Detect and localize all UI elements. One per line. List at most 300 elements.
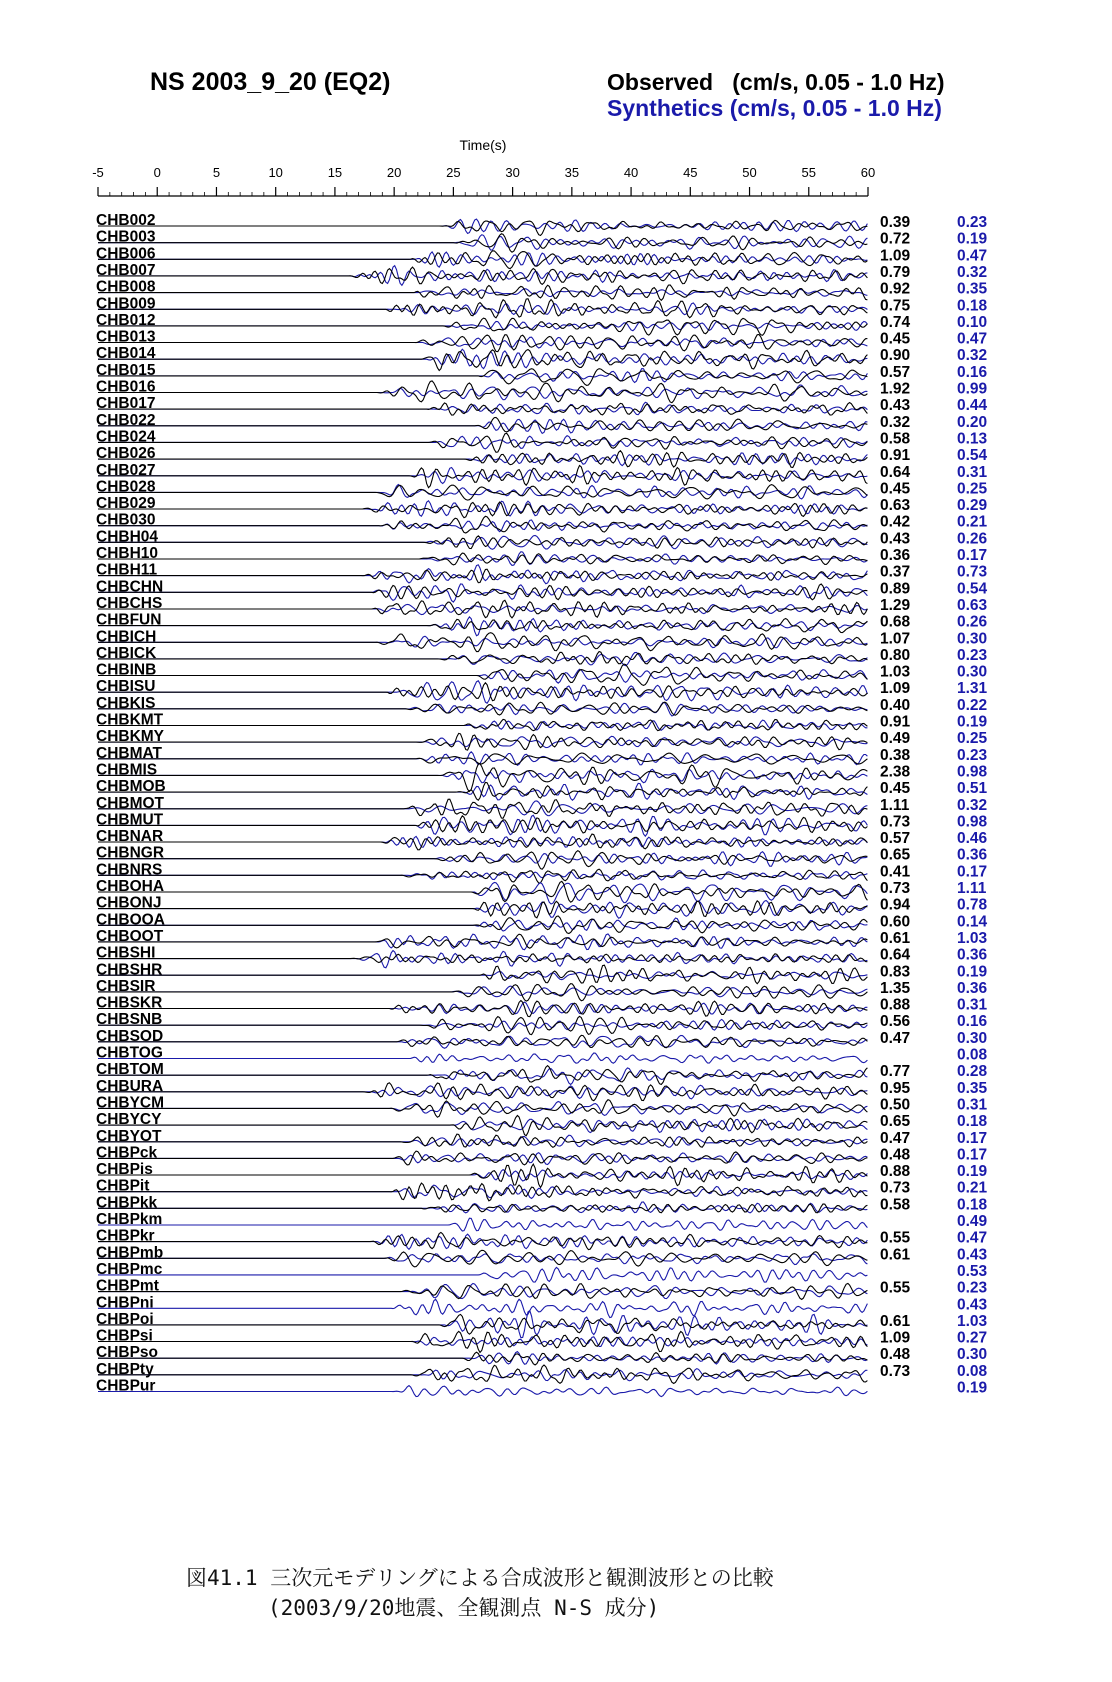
synthetic-max-value: 0.30 xyxy=(957,1029,988,1047)
station-name: CHBSHI xyxy=(96,944,156,962)
observed-trace xyxy=(98,1016,867,1034)
station-row xyxy=(96,245,987,268)
station-name: CHBOOT xyxy=(96,927,164,945)
observed-max-value: 0.48 xyxy=(880,1146,911,1164)
observed-trace xyxy=(98,901,867,918)
station-name: CHBURA xyxy=(96,1077,164,1095)
station-name: CHB022 xyxy=(96,411,156,429)
observed-max-value: 0.64 xyxy=(880,946,911,964)
observed-max-value: 0.83 xyxy=(880,963,911,981)
station-row xyxy=(96,945,988,968)
observed-trace xyxy=(98,652,867,665)
station-name: CHBTOG xyxy=(96,1044,163,1062)
synthetic-max-value: 0.23 xyxy=(957,646,988,664)
synthetic-trace xyxy=(98,617,867,636)
observed-max-value: 0.40 xyxy=(880,696,911,714)
station-row xyxy=(96,1328,987,1353)
synthetic-trace xyxy=(98,1218,867,1231)
observed-max-value: 0.94 xyxy=(880,896,911,914)
synthetic-max-value: 0.47 xyxy=(957,247,988,265)
synthetic-max-value: 0.31 xyxy=(957,996,988,1014)
station-name: CHBSOD xyxy=(96,1027,164,1045)
station-name: CHB015 xyxy=(96,361,156,379)
station-row xyxy=(96,379,988,403)
synthetic-max-value: 0.17 xyxy=(957,1146,988,1164)
synthetic-max-value: 0.10 xyxy=(957,313,988,331)
station-name: CHBSNB xyxy=(96,1011,163,1029)
synthetic-max-value: 0.19 xyxy=(957,230,988,248)
station-row xyxy=(96,678,988,703)
tick-label: 15 xyxy=(327,165,343,180)
observed-trace xyxy=(98,799,867,818)
synthetic-max-value: 0.28 xyxy=(957,1063,988,1081)
observed-trace xyxy=(98,619,867,633)
station-row xyxy=(96,1094,988,1117)
observed-trace xyxy=(98,267,867,284)
observed-max-value: 0.58 xyxy=(880,1196,911,1214)
synthetic-max-value: 0.63 xyxy=(957,596,988,614)
station-row xyxy=(96,1061,988,1084)
observed-trace xyxy=(98,600,867,618)
station-row xyxy=(96,778,988,800)
station-row xyxy=(96,1311,988,1338)
observed-trace xyxy=(98,403,867,416)
station-name: CHBNRS xyxy=(96,861,163,879)
observed-max-value: 0.61 xyxy=(880,1312,911,1330)
observed-max-value: 1.09 xyxy=(880,247,911,265)
station-name: CHBPck xyxy=(96,1144,158,1162)
station-row xyxy=(96,528,988,549)
station-row xyxy=(96,395,988,415)
observed-max-value: 0.49 xyxy=(880,730,911,748)
synthetic-trace xyxy=(98,1299,867,1317)
synthetic-max-value: 0.27 xyxy=(957,1329,988,1347)
synthetic-trace xyxy=(98,565,867,584)
synthetic-max-value: 0.18 xyxy=(957,297,988,315)
station-name: CHBPmc xyxy=(96,1260,163,1278)
station-row xyxy=(96,1128,987,1148)
observed-trace xyxy=(98,569,867,583)
station-name: CHB013 xyxy=(96,328,156,346)
observed-max-value: 0.73 xyxy=(880,1179,911,1197)
station-name: CHBPso xyxy=(96,1344,159,1362)
observed-trace xyxy=(98,1035,867,1047)
station-name: CHB026 xyxy=(96,445,156,463)
synthetic-max-value: 0.54 xyxy=(957,447,988,465)
observed-trace xyxy=(98,502,867,518)
station-row xyxy=(96,645,988,666)
station-row xyxy=(96,545,987,565)
station-row xyxy=(96,462,988,488)
station-name: CHBSIR xyxy=(96,977,156,995)
synthetic-max-value: 0.47 xyxy=(957,330,988,348)
synthetic-max-value: 0.98 xyxy=(957,813,988,831)
legend-observed: Observed (cm/s, 0.05 - 1.0 Hz) xyxy=(607,69,945,95)
station-row xyxy=(96,828,988,850)
tick-label: -5 xyxy=(92,165,104,180)
station-name: CHBOOA xyxy=(96,911,165,929)
station-row xyxy=(96,1278,988,1300)
station-name: CHBNAR xyxy=(96,828,164,846)
synthetic-max-value: 1.31 xyxy=(957,680,988,698)
station-name: CHB012 xyxy=(96,311,156,329)
station-row xyxy=(96,412,987,434)
observed-trace xyxy=(98,816,867,833)
station-row xyxy=(96,262,987,285)
observed-max-value: 0.39 xyxy=(880,214,911,231)
synthetic-max-value: 0.19 xyxy=(957,963,988,981)
synthetic-max-value: 0.30 xyxy=(957,630,988,648)
synthetic-max-value: 0.21 xyxy=(957,513,988,531)
tick-label: 20 xyxy=(386,165,402,180)
observed-trace xyxy=(98,934,867,948)
station-row xyxy=(96,562,988,584)
station-row xyxy=(96,229,988,253)
observed-trace xyxy=(98,553,867,565)
observed-max-value: 0.77 xyxy=(880,1063,911,1081)
station-row xyxy=(96,978,988,1001)
synthetic-max-value: 0.25 xyxy=(957,730,988,748)
station-row xyxy=(96,795,987,819)
time-axis xyxy=(92,165,875,196)
synthetic-trace xyxy=(98,883,867,905)
station-row xyxy=(96,1144,987,1165)
tick-label: 60 xyxy=(860,165,876,180)
observed-max-value: 0.89 xyxy=(880,580,911,598)
station-name: CHBMAT xyxy=(96,744,163,762)
observed-max-value: 0.43 xyxy=(880,397,911,415)
synthetic-max-value: 0.16 xyxy=(957,363,988,381)
synthetic-max-value: 0.98 xyxy=(957,763,988,781)
tick-label: 45 xyxy=(683,165,698,180)
station-name: CHBCHN xyxy=(96,578,164,596)
synthetic-max-value: 0.30 xyxy=(957,663,988,681)
station-name: CHBNGR xyxy=(96,844,165,862)
observed-max-value: 0.80 xyxy=(880,646,911,664)
synthetic-max-value: 0.35 xyxy=(957,280,988,298)
observed-max-value: 0.57 xyxy=(880,830,911,848)
synthetic-max-value: 0.21 xyxy=(957,1179,988,1197)
observed-trace xyxy=(98,369,867,386)
synthetic-max-value: 0.13 xyxy=(957,430,988,448)
station-name: CHBH10 xyxy=(96,545,159,562)
synthetic-max-value: 0.17 xyxy=(957,1129,988,1147)
observed-max-value: 0.47 xyxy=(880,1029,911,1047)
tick-label: 25 xyxy=(446,165,461,180)
station-name: CHBPkm xyxy=(96,1211,163,1228)
synthetic-trace xyxy=(98,669,867,683)
station-name: CHB014 xyxy=(96,345,156,363)
observed-max-value: 1.35 xyxy=(880,979,911,997)
station-name: CHBYOT xyxy=(96,1127,162,1145)
station-name: CHBYCY xyxy=(96,1111,162,1129)
observed-max-value: 0.92 xyxy=(880,280,911,298)
observed-max-value: 0.61 xyxy=(880,929,911,947)
observed-max-value: 0.45 xyxy=(880,480,911,498)
station-name: CHBMOB xyxy=(96,778,166,796)
station-row xyxy=(96,928,988,950)
tick-label: 10 xyxy=(268,165,283,180)
station-name: CHB029 xyxy=(96,495,156,513)
observed-trace xyxy=(98,1250,867,1267)
caption-line-2: (2003/9/20地震、全観測点 N-S 成分) xyxy=(268,1596,660,1620)
observed-max-value: 1.09 xyxy=(880,680,911,698)
station-name: CHBPsi xyxy=(96,1327,153,1345)
observed-max-value: 0.36 xyxy=(880,547,911,564)
station-row xyxy=(96,345,987,370)
tick-label: 40 xyxy=(623,165,639,180)
observed-trace xyxy=(98,318,867,335)
synthetic-trace xyxy=(98,485,867,500)
station-row xyxy=(96,728,988,750)
observed-trace xyxy=(98,954,867,963)
station-name: CHBMUT xyxy=(96,811,164,829)
synthetic-max-value: 0.36 xyxy=(957,846,988,864)
station-name: CHBPit xyxy=(96,1177,150,1195)
synthetic-max-value: 0.23 xyxy=(957,746,988,764)
observed-trace xyxy=(98,251,867,269)
station-name: CHBKMY xyxy=(96,728,165,746)
synthetic-max-value: 0.51 xyxy=(957,780,988,798)
station-name: CHB002 xyxy=(96,212,156,229)
synthetic-max-value: 0.19 xyxy=(957,1163,988,1181)
station-row xyxy=(96,1011,988,1034)
synthetic-max-value: 0.35 xyxy=(957,1079,988,1097)
station-row xyxy=(96,1378,988,1397)
observed-max-value: 0.61 xyxy=(880,1246,911,1264)
observed-trace xyxy=(98,234,867,252)
synthetic-max-value: 0.73 xyxy=(957,563,988,581)
caption-line-1: 図41.1 三次元モデリングによる合成波形と観測波形との比較 xyxy=(186,1566,774,1590)
legend-synthetics: Synthetics (cm/s, 0.05 - 1.0 Hz) xyxy=(607,95,942,121)
station-name: CHBPni xyxy=(96,1294,154,1312)
station-name: CHBPkr xyxy=(96,1227,155,1245)
station-name: CHBPur xyxy=(96,1377,156,1395)
station-row xyxy=(96,1294,988,1317)
station-row xyxy=(96,478,988,500)
station-row xyxy=(96,1261,988,1282)
synthetic-max-value: 0.31 xyxy=(957,1096,988,1114)
synthetic-trace xyxy=(98,1386,867,1397)
chart-title: NS 2003_9_20 (EQ2) xyxy=(150,68,391,96)
observed-max-value: 0.73 xyxy=(880,1362,911,1380)
observed-max-value: 0.75 xyxy=(880,297,911,315)
station-name: CHBONJ xyxy=(96,894,162,912)
observed-max-value: 0.45 xyxy=(880,780,911,798)
synthetic-max-value: 0.25 xyxy=(957,480,988,498)
station-name: CHB030 xyxy=(96,511,156,529)
station-name: CHB027 xyxy=(96,461,156,479)
observed-max-value: 0.60 xyxy=(880,913,911,931)
synthetic-max-value: 0.78 xyxy=(957,896,988,914)
synthetic-max-value: 0.26 xyxy=(957,613,988,631)
station-row xyxy=(96,1111,988,1136)
station-name: CHBICH xyxy=(96,628,157,646)
synthetic-max-value: 0.16 xyxy=(957,1013,988,1031)
station-name: CHBKIS xyxy=(96,694,156,712)
observed-trace xyxy=(98,1066,867,1085)
observed-max-value: 0.73 xyxy=(880,813,911,831)
observed-max-value: 0.42 xyxy=(880,513,911,531)
observed-max-value: 0.88 xyxy=(880,996,911,1014)
station-name: CHB003 xyxy=(96,228,156,246)
station-row xyxy=(96,811,988,836)
synthetic-trace xyxy=(98,918,867,931)
station-name: CHBMOT xyxy=(96,794,165,812)
station-name: CHBPty xyxy=(96,1360,154,1378)
synthetic-max-value: 0.26 xyxy=(957,530,988,548)
synthetic-max-value: 0.17 xyxy=(957,547,988,564)
station-name: CHBSKR xyxy=(96,994,163,1012)
station-row xyxy=(96,362,988,386)
synthetic-max-value: 0.14 xyxy=(957,913,988,931)
observed-trace xyxy=(98,433,867,452)
x-axis-label: Time(s) xyxy=(459,137,507,153)
observed-trace xyxy=(98,417,867,432)
synthetic-max-value: 0.32 xyxy=(957,347,988,365)
station-name: CHB006 xyxy=(96,245,156,263)
synthetic-max-value: 0.22 xyxy=(957,696,988,714)
observed-max-value: 0.47 xyxy=(880,1129,911,1147)
station-name: CHBCHS xyxy=(96,594,163,612)
tick-label: 0 xyxy=(153,165,161,180)
synthetic-trace xyxy=(98,769,867,782)
observed-trace xyxy=(98,1283,867,1299)
observed-max-value: 1.29 xyxy=(880,596,911,614)
synthetic-max-value: 0.19 xyxy=(957,1379,988,1397)
station-row xyxy=(96,279,988,301)
synthetic-max-value: 0.20 xyxy=(957,413,988,431)
station-name: CHBKMT xyxy=(96,711,164,729)
observed-trace xyxy=(96,378,867,403)
observed-trace xyxy=(98,851,867,870)
observed-max-value: 1.11 xyxy=(880,796,910,814)
observed-max-value: 0.63 xyxy=(880,497,911,515)
station-row xyxy=(96,312,987,335)
synthetic-max-value: 0.43 xyxy=(957,1296,988,1314)
observed-max-value: 0.65 xyxy=(880,846,911,864)
observed-max-value: 0.50 xyxy=(880,1096,911,1114)
station-row xyxy=(96,1361,988,1384)
observed-max-value: 0.90 xyxy=(880,347,911,365)
synthetic-max-value: 0.36 xyxy=(957,946,988,964)
synthetic-max-value: 1.03 xyxy=(957,1312,988,1330)
synthetic-max-value: 0.47 xyxy=(957,1229,988,1247)
station-name: CHBPkk xyxy=(96,1194,158,1212)
station-row xyxy=(96,1228,987,1250)
station-name: CHB016 xyxy=(96,378,156,396)
observed-max-value: 0.91 xyxy=(880,713,911,731)
station-row xyxy=(96,1211,988,1231)
station-row xyxy=(96,961,988,983)
station-name: CHBPoi xyxy=(96,1310,154,1328)
observed-trace xyxy=(98,285,867,300)
synthetic-max-value: 0.53 xyxy=(957,1262,988,1280)
tick-label: 55 xyxy=(801,165,817,180)
synthetic-max-value: 0.18 xyxy=(957,1196,988,1214)
station-name: CHBH11 xyxy=(96,561,158,579)
station-name: CHBOHA xyxy=(96,878,165,895)
observed-max-value: 0.74 xyxy=(880,313,911,331)
observed-max-value: 0.32 xyxy=(880,413,911,431)
observed-trace xyxy=(98,1352,867,1365)
synthetic-max-value: 0.17 xyxy=(957,863,988,881)
station-row xyxy=(96,295,988,318)
station-row xyxy=(96,911,988,933)
observed-trace xyxy=(98,1365,867,1384)
synthetic-max-value: 1.03 xyxy=(957,929,988,947)
station-name: CHB007 xyxy=(96,261,156,279)
observed-max-value: 0.79 xyxy=(880,263,911,281)
synthetic-trace xyxy=(98,584,867,602)
station-row xyxy=(96,329,987,352)
observed-max-value: 0.45 xyxy=(880,330,911,348)
synthetic-max-value: 0.32 xyxy=(957,796,988,814)
station-name: CHB024 xyxy=(96,428,156,446)
station-name: CHBTOM xyxy=(96,1061,164,1079)
station-row xyxy=(96,712,988,731)
tick-label: 50 xyxy=(742,165,757,180)
station-name: CHBINB xyxy=(96,661,157,679)
station-row xyxy=(96,845,988,870)
synthetic-trace xyxy=(98,402,867,414)
observed-trace xyxy=(98,299,867,318)
observed-trace xyxy=(98,1100,867,1118)
observed-max-value: 0.64 xyxy=(880,463,911,481)
synthetic-max-value: 0.18 xyxy=(957,1113,988,1131)
station-name: CHB009 xyxy=(96,295,156,313)
station-row xyxy=(96,628,987,651)
observed-trace xyxy=(98,633,867,652)
observed-max-value: 0.43 xyxy=(880,530,911,548)
station-row xyxy=(96,495,988,518)
station-row xyxy=(96,861,987,883)
station-row xyxy=(96,695,987,716)
observed-max-value: 1.07 xyxy=(880,630,911,648)
observed-max-value: 0.72 xyxy=(880,230,911,248)
station-name: CHBPmb xyxy=(96,1244,164,1262)
station-row xyxy=(96,445,988,467)
synthetic-max-value: 0.31 xyxy=(957,463,988,481)
station-row xyxy=(96,1161,988,1187)
station-row xyxy=(96,1244,988,1267)
station-row xyxy=(96,761,988,791)
station-row xyxy=(96,578,988,602)
synthetic-max-value: 0.23 xyxy=(957,214,988,231)
synthetic-max-value: 0.19 xyxy=(957,713,988,731)
observed-trace xyxy=(98,916,867,934)
observed-max-value: 0.57 xyxy=(880,363,911,381)
station-row xyxy=(96,1028,987,1048)
tick-label: 35 xyxy=(564,165,580,180)
station-name: CHBH04 xyxy=(96,528,159,546)
observed-trace xyxy=(98,1083,867,1101)
observed-max-value: 2.38 xyxy=(880,763,911,781)
synthetic-max-value: 0.08 xyxy=(957,1046,988,1064)
observed-max-value: 0.48 xyxy=(880,1346,911,1364)
observed-trace xyxy=(98,984,867,1002)
station-row xyxy=(96,662,987,686)
station-row xyxy=(96,995,988,1017)
synthetic-max-value: 0.99 xyxy=(957,380,988,398)
synthetic-trace xyxy=(98,1267,867,1282)
trace-area xyxy=(96,212,988,1397)
observed-max-value: 0.65 xyxy=(880,1113,911,1131)
synthetic-max-value: 1.11 xyxy=(957,880,987,897)
observed-max-value: 0.55 xyxy=(880,1279,911,1297)
synthetic-max-value: 0.23 xyxy=(957,1279,988,1297)
station-name: CHBPmt xyxy=(96,1277,159,1295)
